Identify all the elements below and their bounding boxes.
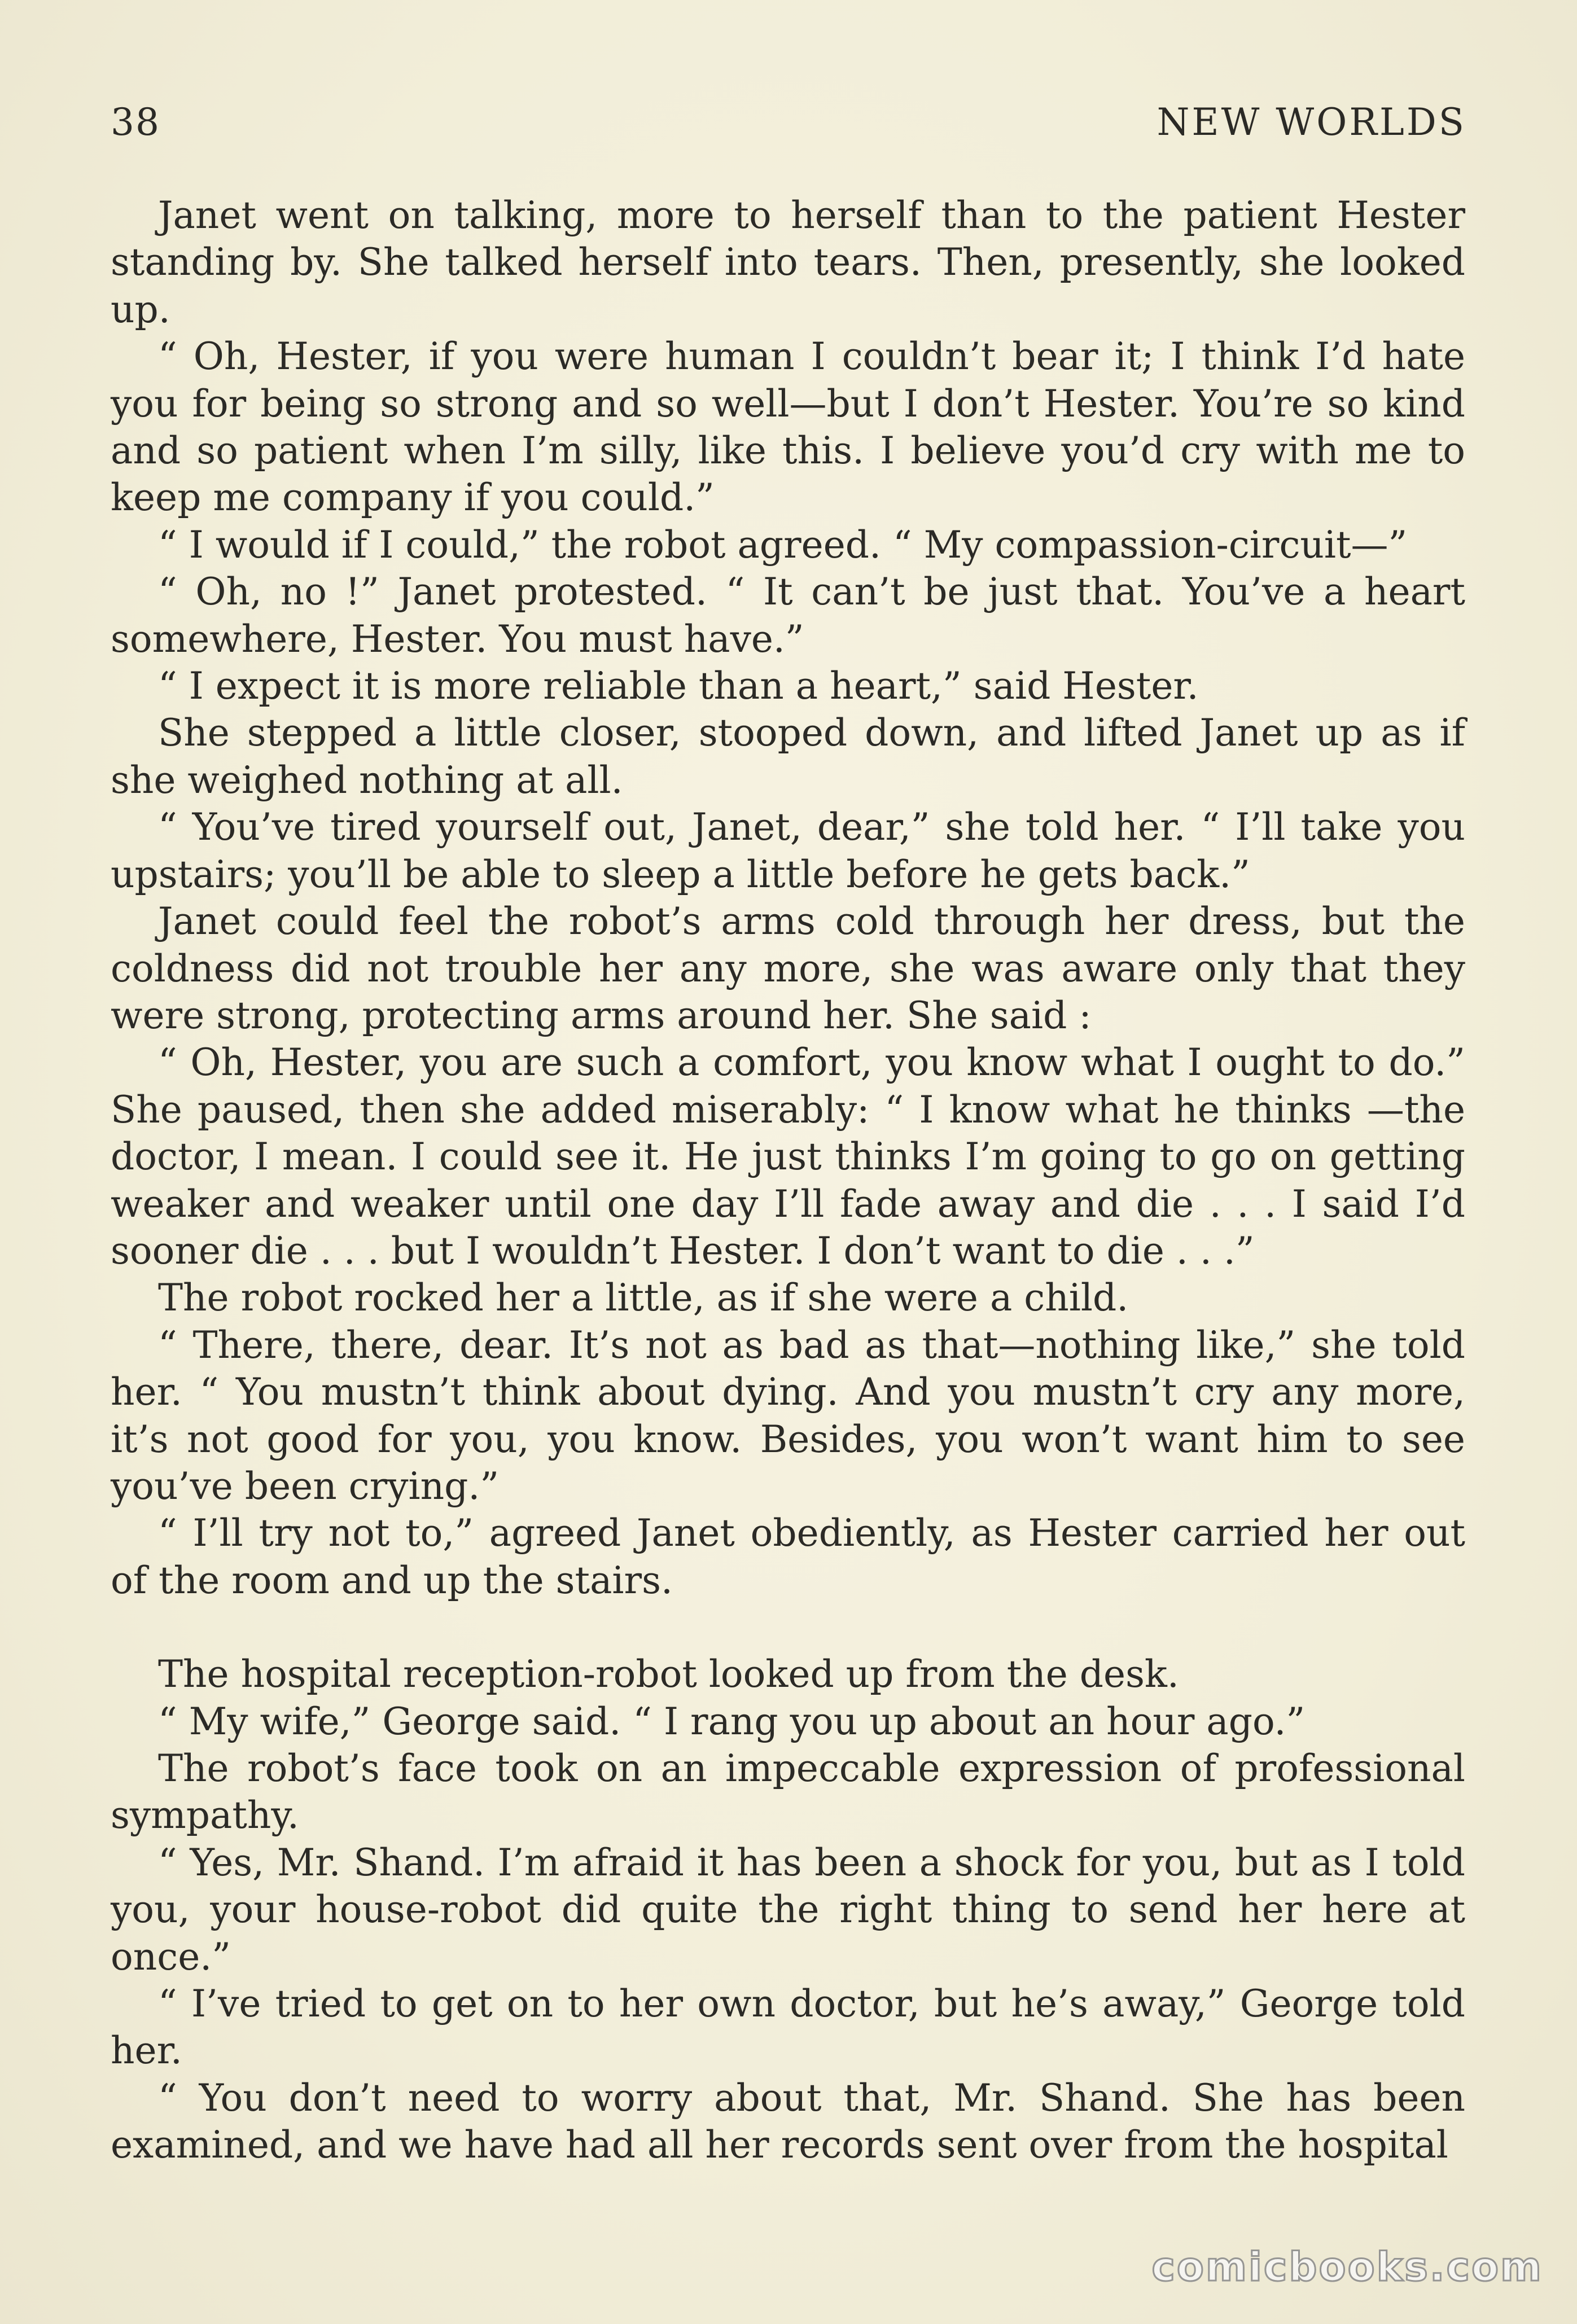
paragraph: The robot’s face took on an impeccable expression of professional sympathy. xyxy=(111,1747,1465,1838)
paragraph: “ You’ve tired yourself out, Janet, dear,” she told her. “ I’ll take you upstairs; you’ll be able to sleep a little before he gets back.” xyxy=(111,805,1465,896)
running-title: NEW WORLDS xyxy=(1157,100,1466,144)
paragraph: Janet could feel the robot’s arms cold through her dress, but the coldness did not trouble her any more, she was aware only that they were strong, protecting arms around her. She said : xyxy=(111,900,1465,1037)
paragraph: “ I’ve tried to get on to her own doctor, but he’s away,” George told her. xyxy=(111,1982,1465,2073)
paragraph: Janet went on talking, more to herself than to the patient Hester standing by. She talked herself into tears. Then, presently, she looked up. xyxy=(111,194,1465,331)
scene-break xyxy=(111,1604,1465,1651)
paragraph: “ Yes, Mr. Shand. I’m afraid it has been a shock for you, but as I told you, your house-robot did quite the right thing to send her here at once.” xyxy=(111,1840,1465,1979)
paragraph: “ I expect it is more reliable than a heart,” said Hester. xyxy=(158,664,1199,708)
paragraph: “ There, there, dear. It’s not as bad as that—nothing like,” she told her. “ You mustn’t think about dying. And you mustn’t cry any more, it’s not good for you, you know. Besides, you won’t want him to see you’ve been crying.” xyxy=(111,1323,1465,1508)
paragraph: The hospital reception-robot looked up from the desk. xyxy=(158,1652,1179,1696)
paragraph: “ You don’t need to worry about that, Mr. Shand. She has been examined, and we have had all her records sent over from the hospital xyxy=(111,2076,1465,2167)
paragraph: “ My wife,” George said. “ I rang you up about an hour ago.” xyxy=(158,1699,1306,1743)
paragraph: The robot rocked her a little, as if she were a child. xyxy=(158,1276,1129,1320)
paragraph: “ Oh, Hester, you are such a comfort, you know what I ought to do.” She paused, then she added miserably: “ I know what he thinks —the doctor, I mean. I could see it. He just thinks I’m going to go on getting weaker and weaker until one day I’ll fade away and die . . . I said I’d sooner die . . . but I wouldn’t Hester. I don’t want to die . . .” xyxy=(111,1041,1465,1273)
paragraph: “ Oh, no !” Janet protested. “ It can’t be just that. You’ve a heart somewhere, Hester. You must have.” xyxy=(111,570,1465,661)
paragraph: “ Oh, Hester, if you were human I couldn’t bear it; I think I’d hate you for being so strong and so well—but I don’t Hester. You’re so kind and so patient when I’m silly, like this. I believe you’d cry with me to keep me company if you could.” xyxy=(111,335,1465,520)
paragraph: “ I would if I could,” the robot agreed. “ My compassion-circuit—” xyxy=(158,523,1408,567)
paragraph: “ I’ll try not to,” agreed Janet obediently, as Hester carried her out of the room and up the stairs. xyxy=(111,1511,1465,1602)
page-number: 38 xyxy=(111,100,160,144)
watermark: comicbooks.com xyxy=(1151,2244,1543,2290)
running-head xyxy=(111,100,1466,151)
paragraph: She stepped a little closer, stooped down, and lifted Janet up as if she weighed nothing at all. xyxy=(111,711,1465,802)
body-text xyxy=(111,192,1465,2169)
